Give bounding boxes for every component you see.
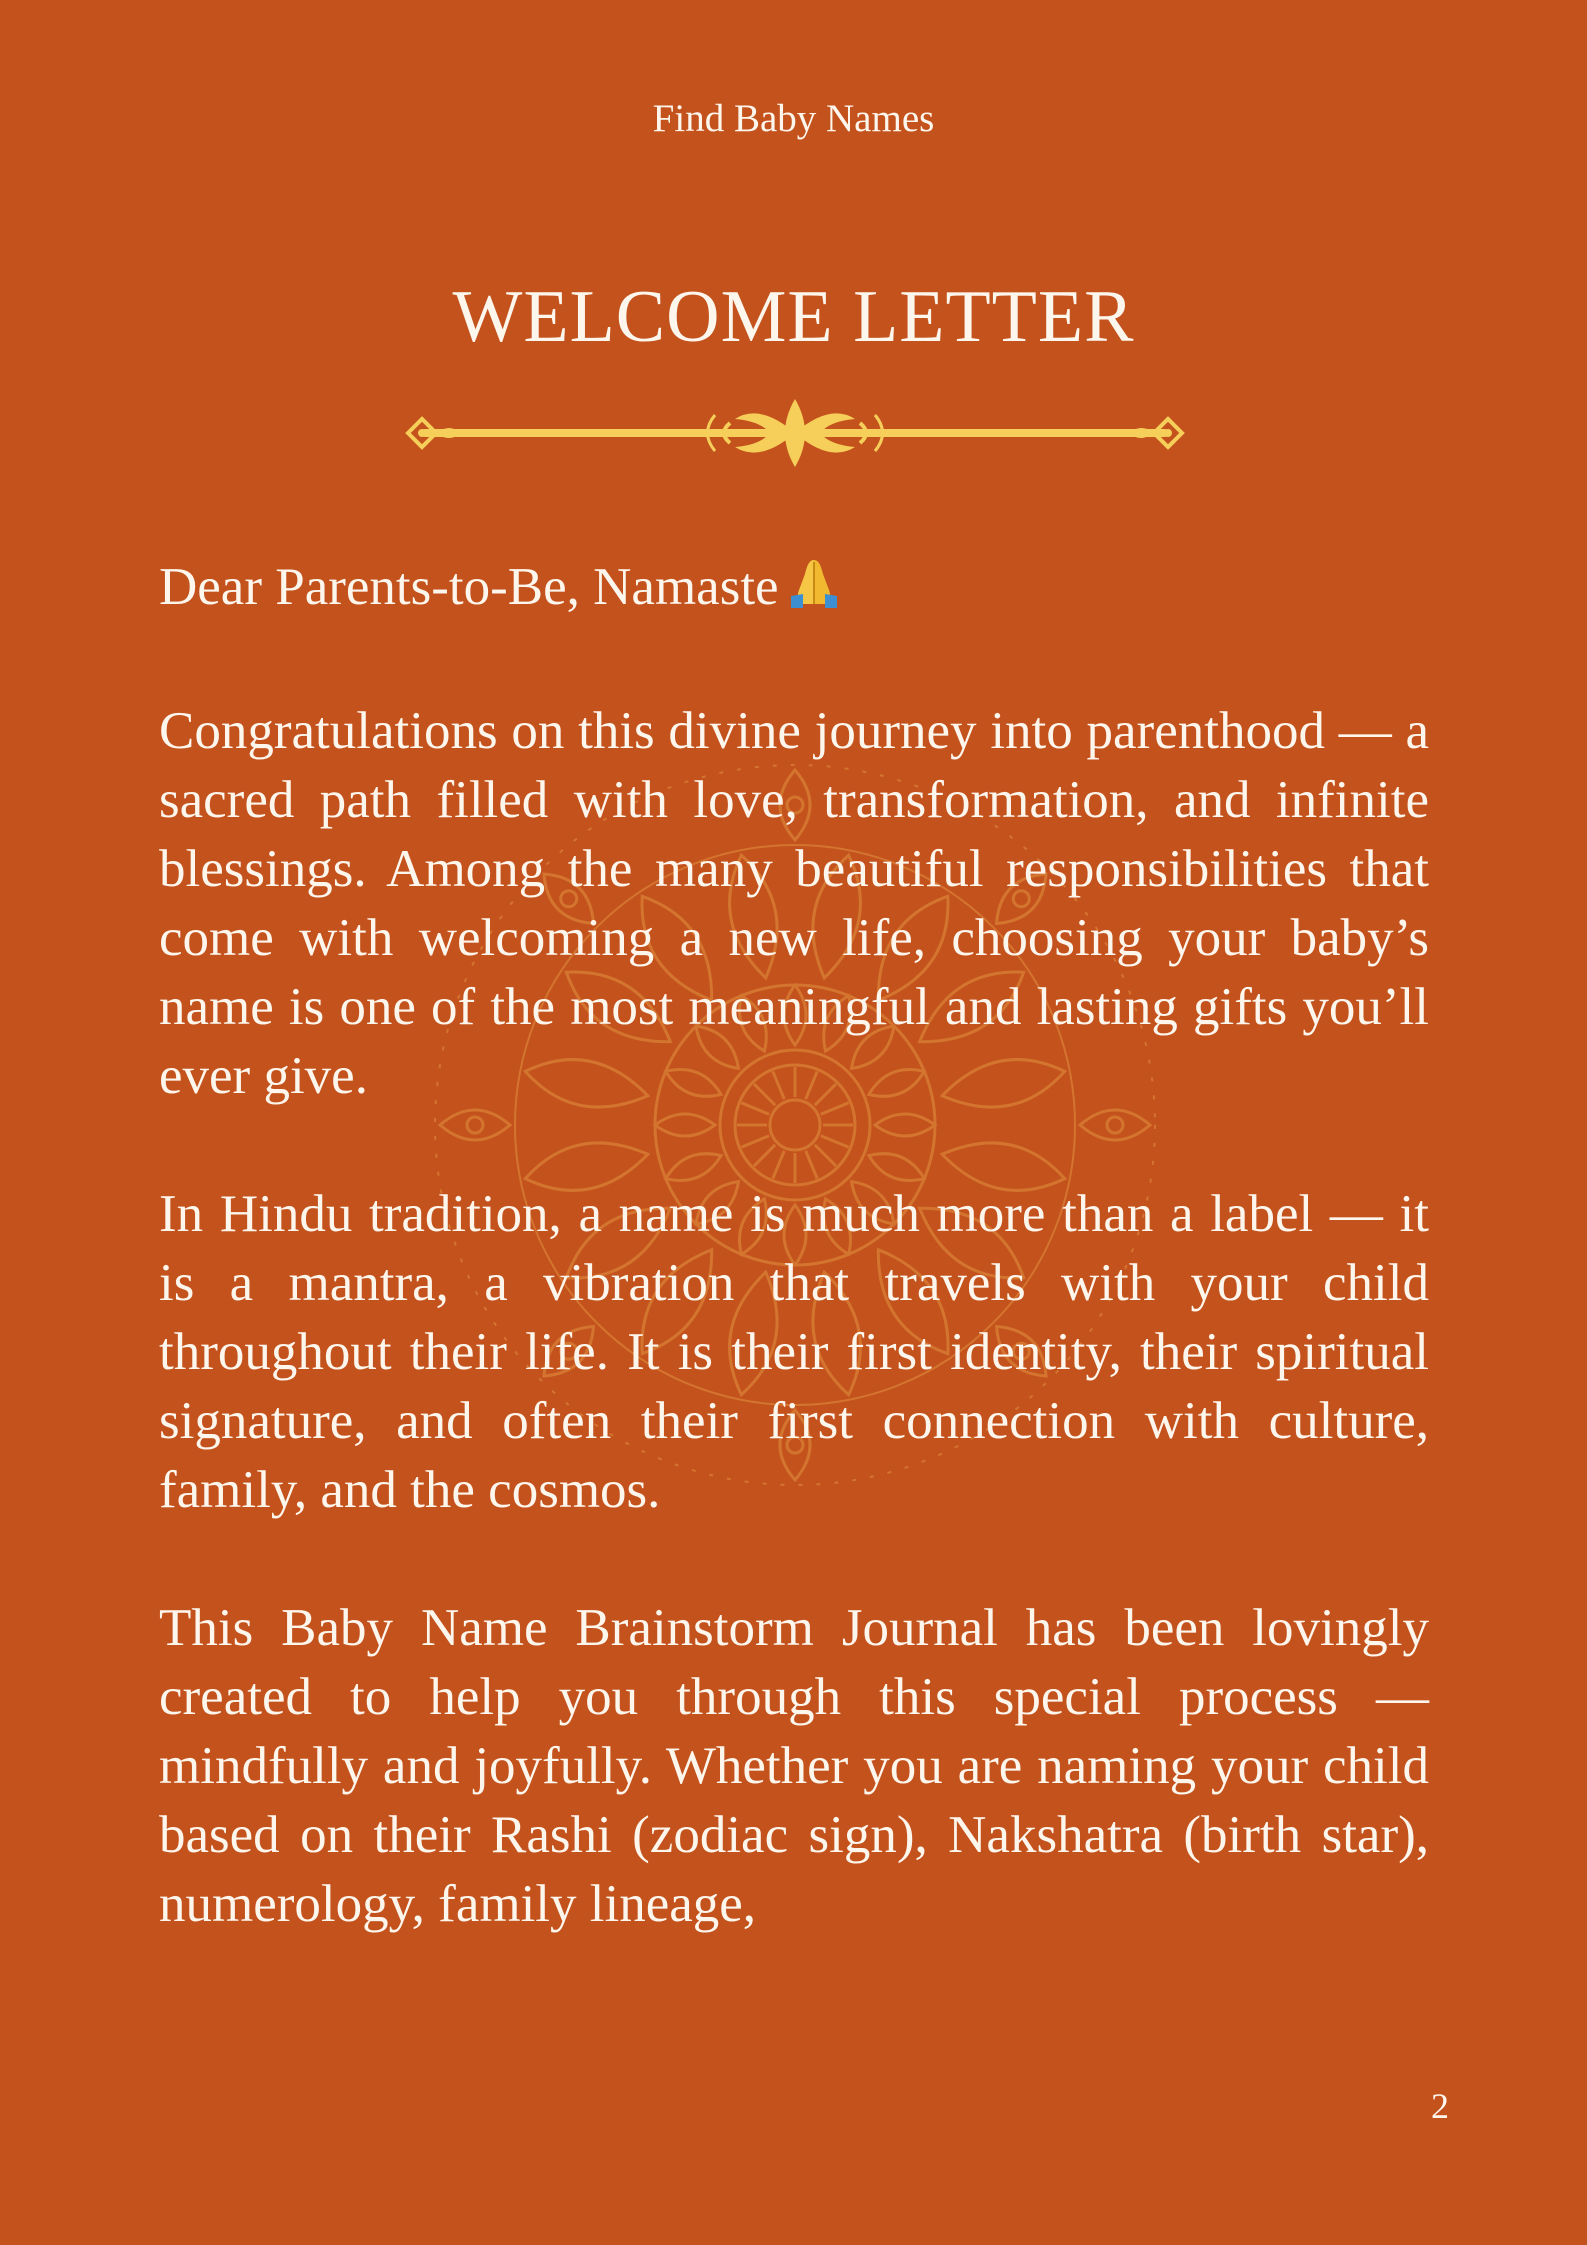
ornamental-divider-icon — [400, 393, 1190, 473]
paragraph-journal: This Baby Name Brainstorm Journal has been lovingly created to help you through this special process — mindfully and joyfully. Whether you are naming your child based on their Rashi (zodiac sign), Nakshatra (birth star), numerology, family lineage, — [159, 1599, 1429, 1933]
salutation-text: Dear Parents-to-Be, Namaste — [159, 558, 779, 616]
page-title: WELCOME LETTER — [452, 276, 1135, 358]
salutation — [159, 553, 1429, 628]
letter-body — [159, 553, 1429, 2008]
paragraph-hindu-tradition: In Hindu tradition, a name is much more than a label — it is a mantra, a vibration that travels with your child throughout their life. It is their first identity, their spiritual signature, and often their first connection with culture, family, and the cosmos. — [159, 1185, 1429, 1519]
brand-header: Find Baby Names — [652, 97, 935, 140]
page-number: 2 — [1431, 2086, 1449, 2126]
paragraph-congratulations: Congratulations on this divine journey into parenthood — a sacred path filled with love, transformation, and infinite blessings. Among the many beautiful responsibilities that come with welcoming a new life, choosing your baby’s name is one of the most meaningful and lasting gifts you’ll ever give. — [159, 702, 1429, 1105]
folded-hands-icon — [785, 556, 843, 628]
